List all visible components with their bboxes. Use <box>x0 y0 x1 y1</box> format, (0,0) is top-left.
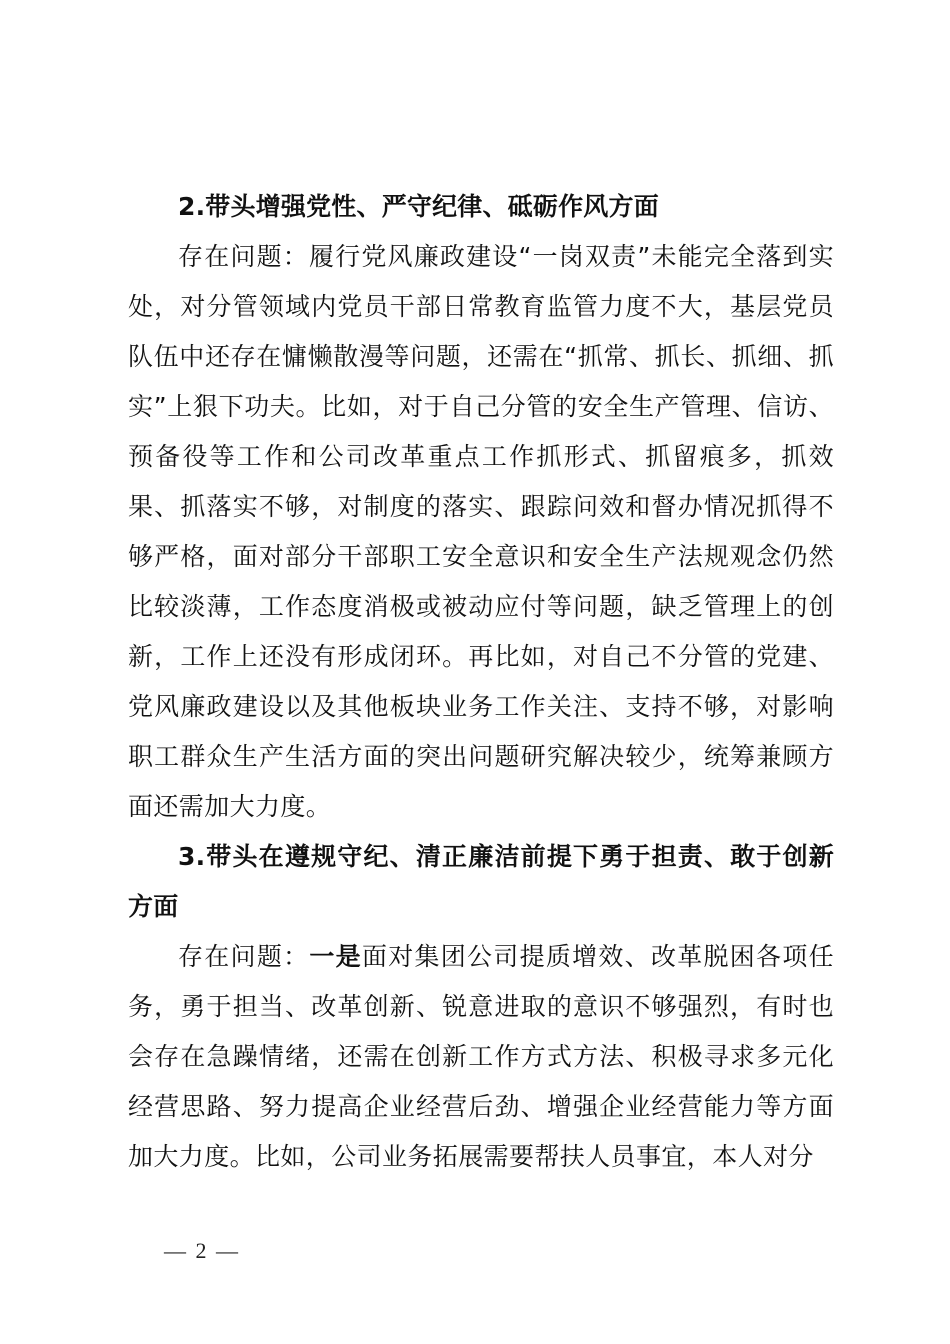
section-3-para-rest: 面对集团公司提质增效、改革脱困各项任务，勇于担当、改革创新、锐意进取的意识不够强烈，有时也会存在急躁情绪，还需在创新工作方式方法、积极寻求多元化经营思路、努力提高企业经营后劲、增强企业经营能力等方面加大力度。比如，公司业务拓展需要帮扶人员事宜，本人对分 <box>128 942 834 1171</box>
section-2-paragraph: 存在问题：履行党风廉政建设“一岗双责”未能完全落到实处，对分管领域内党员干部日常教育监管力度不大，基层党员队伍中还存在慵懒散漫等问题，还需在“抓常、抓长、抓细、抓实”上狠下功夫。比如，对于自己分管的安全生产管理、信访、预备役等工作和公司改革重点工作抓形式、抓留痕多，抓效果、抓落实不够，对制度的落实、跟踪问效和督办情况抓得不够严格，面对部分干部职工安全意识和安全生产法规观念仍然比较淡薄，工作态度消极或被动应付等问题，缺乏管理上的创新，工作上还没有形成闭环。再比如，对自己不分管的党建、党风廉政建设以及其他板块业务工作关注、支持不够，对影响职工群众生产生活方面的突出问题研究解决较少，统筹兼顾方面还需加大力度。 <box>128 242 834 821</box>
section-3-para-bold: 一是 <box>309 942 362 971</box>
section-3-heading: 3.带头在遵规守纪、清正廉洁前提下勇于担责、敢于创新方面 <box>128 842 834 921</box>
section-3-para-prefix: 存在问题： <box>178 942 310 971</box>
section-3-paragraph <box>128 932 834 1182</box>
page-number: — 2 — <box>164 1238 240 1263</box>
document-body <box>128 182 834 1182</box>
section-2-heading: 2.带头增强党性、严守纪律、砥砺作风方面 <box>178 192 659 221</box>
